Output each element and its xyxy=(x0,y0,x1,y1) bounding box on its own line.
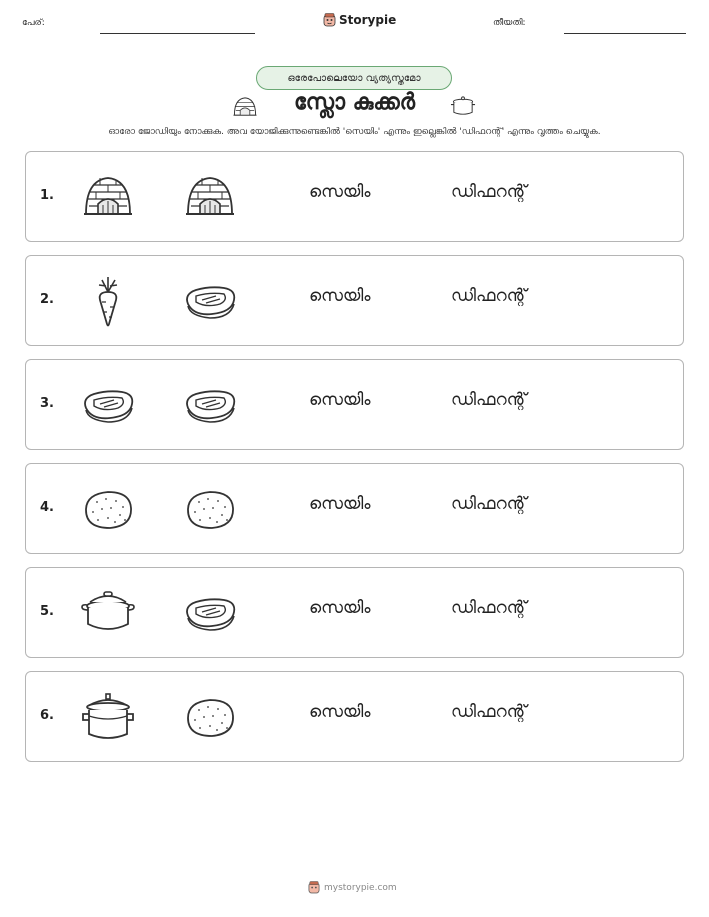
question-number: 2. xyxy=(40,292,54,307)
same-option[interactable]: സെയിം xyxy=(309,182,371,202)
storypie-mascot-icon xyxy=(308,881,320,894)
steak-icon xyxy=(182,274,238,328)
name-line[interactable] xyxy=(100,33,255,34)
different-option[interactable]: ഡിഫറന്റ് xyxy=(451,182,527,202)
question-number: 1. xyxy=(40,188,54,203)
same-option[interactable]: സെയിം xyxy=(309,598,371,618)
different-option[interactable]: ഡിഫറന്റ് xyxy=(451,702,527,722)
footer xyxy=(308,881,397,894)
question-number: 4. xyxy=(40,500,54,515)
date-label: തീയതി: xyxy=(493,18,526,28)
steak-icon xyxy=(182,378,238,432)
question-row xyxy=(25,359,684,450)
worksheet-type-badge: ഒരേപോലെയോ വ്യത്യസ്തമോ xyxy=(256,66,452,90)
pot-icon xyxy=(80,586,136,640)
igloo-icon xyxy=(182,170,238,224)
name-label: പേര്: xyxy=(22,18,45,28)
different-option[interactable]: ഡിഫറന്റ് xyxy=(451,598,527,618)
question-number: 6. xyxy=(40,708,54,723)
same-option[interactable]: സെയിം xyxy=(309,702,371,722)
question-row xyxy=(25,463,684,554)
question-row xyxy=(25,151,684,242)
different-option[interactable]: ഡിഫറന്റ് xyxy=(451,390,527,410)
igloo-icon xyxy=(80,170,136,224)
brand-name: Storypie xyxy=(339,13,397,27)
steak-icon xyxy=(80,378,136,432)
question-row xyxy=(25,671,684,762)
potato-icon xyxy=(80,482,136,536)
same-option[interactable]: സെയിം xyxy=(309,286,371,306)
stockpot-icon xyxy=(80,690,136,744)
question-row xyxy=(25,255,684,346)
steak-icon xyxy=(182,586,238,640)
same-option[interactable]: സെയിം xyxy=(309,390,371,410)
same-option[interactable]: സെയിം xyxy=(309,494,371,514)
carrot-icon xyxy=(80,274,136,328)
question-number: 3. xyxy=(40,396,54,411)
question-number: 5. xyxy=(40,604,54,619)
pot-icon xyxy=(447,93,479,119)
question-row xyxy=(25,567,684,658)
page-title: സ്ലോ കുക്കർ xyxy=(293,90,416,115)
instructions: ഓരോ ജോഡിയും നോക്കുക. അവ യോജിക്കുന്നുണ്ടെങ്കിൽ 'സെയിം' എന്നും ഇല്ലെങ്കിൽ 'ഡിഫറന്റ്' എന്നും വൃത്തം ചെയ്യുക. xyxy=(108,127,601,137)
storypie-mascot-icon xyxy=(323,13,336,27)
potato-icon xyxy=(182,690,238,744)
brand-logo xyxy=(323,13,396,27)
date-line[interactable] xyxy=(564,33,686,34)
potato-icon xyxy=(182,482,238,536)
different-option[interactable]: ഡിഫറന്റ് xyxy=(451,286,527,306)
different-option[interactable]: ഡിഫറന്റ് xyxy=(451,494,527,514)
footer-url: mystorypie.com xyxy=(324,882,397,893)
